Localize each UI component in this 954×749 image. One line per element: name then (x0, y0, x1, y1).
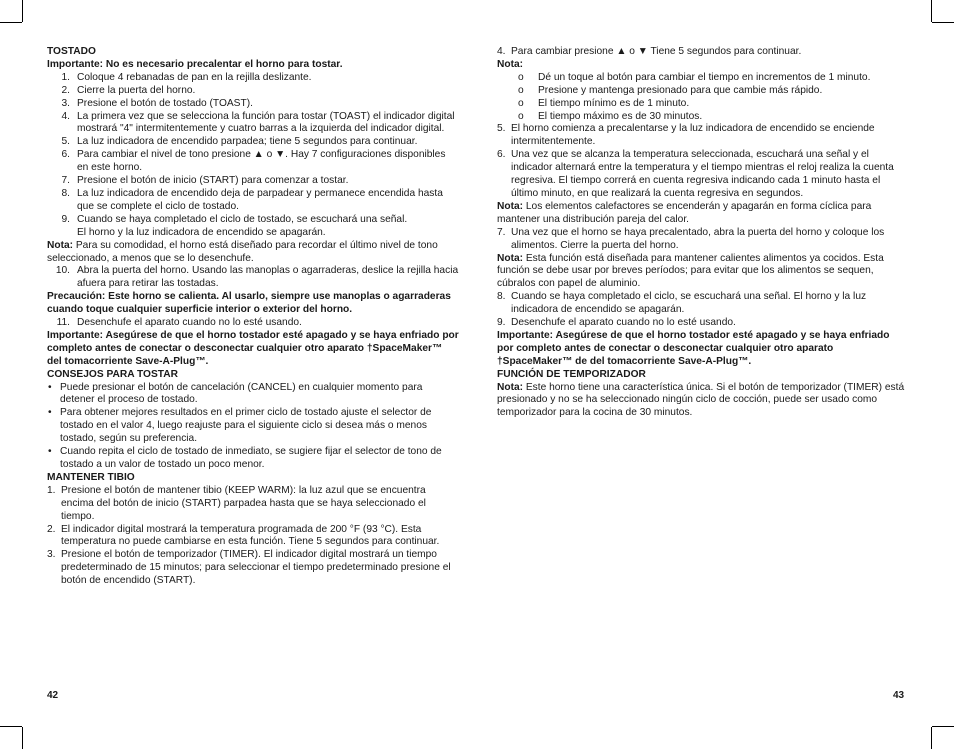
list-item: 6. Para cambiar el nivel de tono presione ▲ o ▼. Hay 7 configuraciones disponibles en este horno. (61, 149, 446, 174)
list-item: o Presione y mantenga presionado para que cambie más rápido. (518, 84, 823, 96)
list-item: 9. Cuando se haya completado el ciclo de tostado, se escuchará una señal. El horno y la luz indicadora de encendido se apagarán. (61, 213, 408, 238)
list-item: 4. La primera vez que se selecciona la función para tostar (TOAST) el indicador digital mostrará "4" intermitentemente y cuatro barras a la izquierda del indicador digital. (61, 110, 455, 135)
section-title-tostado: TOSTADO (47, 46, 96, 57)
important-note: Importante: No es necesario precalentar el horno para tostar. (47, 58, 343, 70)
crop-mark (932, 22, 954, 23)
list-item: • Para obtener mejores resultados en el primer ciclo de tostado ajuste el selector de tostado en el valor 4, luego reajuste para el siguiente ciclo si desea más o menos tostado, según su preferencia. (48, 407, 432, 445)
list-item: o El tiempo máximo es de 30 minutos. (518, 110, 703, 122)
tibio-steps (47, 485, 459, 588)
crop-mark (931, 727, 932, 749)
note-paragraph: Nota: Esta función está diseñada para mantener calientes alimentos ya cocidos. Esta función se debe usar por breves períodos; para evitar que los alimentos se sequen, cúbralos con papel de aluminio. (497, 252, 884, 290)
important-note: Importante: Asegúrese de que el horno tostador esté apagado y se haya enfriado por completo antes de conectar o desconectar cualquier otro aparato †SpaceMaker™ de del tomacorriente Save-A-Plug™. (497, 329, 890, 367)
tostado-steps (47, 72, 459, 240)
steps-8-9 (497, 291, 907, 330)
list-item: 5. La luz indicadora de encendido parpadea; tiene 5 segundos para continuar. (61, 136, 418, 148)
crop-mark (0, 22, 22, 23)
list-item: 9. Desenchufe el aparato cuando no lo esté usando. (497, 317, 736, 329)
note-paragraph: Nota: Este horno tiene una característica única. Si el botón de temporizador (TIMER) está presionado y no se ha seleccionado ningún ciclo de cocción, puede ser usado como temporizador para la cocina de 30 minutos. (497, 381, 905, 419)
list-item: 11. Desenchufe el aparato cuando no lo esté usando. (56, 317, 302, 329)
right-page-column (497, 46, 907, 420)
important-note: Importante: Asegúrese de que el horno tostador esté apagado y se haya enfriado por completo antes de conectar o desconectar cualquier otro aparato †SpaceMaker™ del tomacorriente Save-A-Plug™. (47, 329, 459, 367)
consejos-list (47, 382, 459, 472)
section-title-mantener-tibio: MANTENER TIBIO (47, 471, 135, 483)
list-item: 6. Una vez que se alcanza la temperatura seleccionada, escuchará una señal y el indicador alternará entre la temperatura y el tiempo mientras el reloj realiza la cuenta regresiva. El tiempo correrá en cuenta regresiva indicando cada 1 minuto hasta el último minuto, en que realizará la cuenta regresiva en segundos. (497, 149, 894, 199)
list-item: • Puede presionar el botón de cancelación (CANCEL) en cualquier momento para detener el proceso de tostado. (48, 381, 423, 406)
crop-mark (22, 0, 23, 22)
page-number: 42 (47, 690, 59, 701)
list-item: 8. La luz indicadora de encendido deja de parpadear y permanece encendida hasta que se complete el ciclo de tostado. (61, 187, 443, 212)
left-page-column (47, 46, 459, 588)
page-number: 43 (893, 690, 905, 701)
list-item: o El tiempo mínimo es de 1 minuto. (518, 97, 690, 109)
list-item: • Cuando repita el ciclo de tostado de inmediato, se sugiere fijar el selector de tono de tostado a un valor de tostado un poco menor. (48, 446, 442, 470)
list-item: o Dé un toque al botón para cambiar el tiempo en incrementos de 1 minuto. (518, 71, 871, 83)
crop-mark (932, 726, 954, 727)
crop-mark (22, 727, 23, 749)
nota-list (497, 72, 907, 124)
list-item: 1. Presione el botón de mantener tibio (KEEP WARM): la luz azul que se encuentra encima del botón de inicio (START) parpadea hasta que se haya seleccionado el tiempo. (47, 484, 426, 522)
list-item: 5. El horno comienza a precalentarse y la luz indicadora de encendido se enciende intermitentemente. (497, 123, 875, 148)
list-item: 2. Cierre la puerta del horno. (61, 84, 196, 96)
section-title-temporizador: FUNCIÓN DE TEMPORIZADOR (497, 368, 646, 380)
note-paragraph: Nota: Los elementos calefactores se encenderán y apagarán en forma cíclica para mantener una distribución pareja del calor. (497, 200, 872, 225)
note-title: Nota: (497, 58, 524, 70)
section-title-consejos: CONSEJOS PARA TOSTAR (47, 368, 178, 380)
list-item: 3. Presione el botón de temporizador (TIMER). El indicador digital mostrará un tiempo predeterminado de 15 minutos; para seleccionar el tiempo predeterminado presione el botón de encendido (START). (47, 549, 451, 587)
steps-5-6 (497, 123, 907, 200)
crop-mark (0, 726, 22, 727)
list-item: 7. Una vez que el horno se haya precalentado, abra la puerta del horno y coloque los alimentos. Cierre la puerta del horno. (497, 226, 885, 251)
list-item: 3. Presione el botón de tostado (TOAST). (61, 97, 253, 109)
caution-note: Precaución: Este horno se calienta. Al usarlo, siempre use manoplas o agarraderas cuando toque cualquier superficie interior o exterior del horno. (47, 291, 451, 316)
list-item: 8. Cuando se haya completado el ciclo, se escuchará una señal. El horno y la luz indicadora de encendido se apagarán. (497, 291, 867, 316)
list-item: 1. Coloque 4 rebanadas de pan en la rejilla deslizante. (61, 71, 312, 83)
crop-mark (931, 0, 932, 22)
list-item: 10. Abra la puerta del horno. Usando las manoplas o agarraderas, deslice la rejilla hacia afuera para retirar las tostadas. (55, 265, 459, 290)
note-paragraph: Nota: Para su comodidad, el horno está diseñado para recordar el último nivel de tono seleccionado, a menos que se lo desenchufe. (47, 239, 438, 264)
list-item: 4. Para cambiar presione ▲ o ▼ Tiene 5 segundos para continuar. (497, 46, 802, 57)
list-item: 7. Presione el botón de inicio (START) para comenzar a tostar. (61, 175, 349, 187)
list-item: 2. El indicador digital mostrará la temperatura programada de 200 °F (93 °C). Esta temperatura no puede cambiarse en esta función. Tiene 5 segundos para continuar. (47, 523, 440, 548)
